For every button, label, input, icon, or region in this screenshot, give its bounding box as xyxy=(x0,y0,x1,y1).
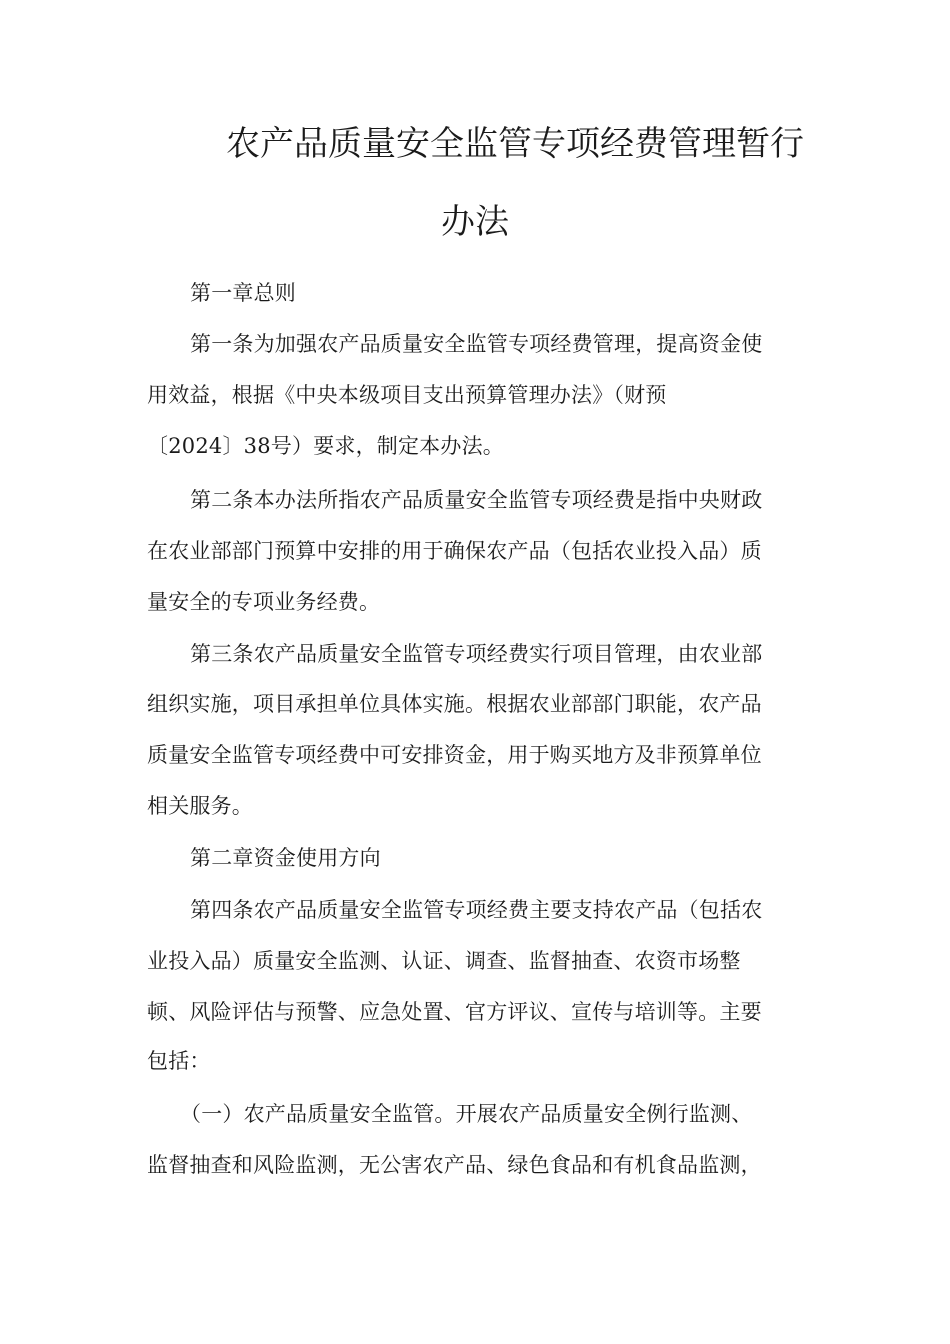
document-title-line-2: 办法 xyxy=(441,202,509,242)
article-line: 量安全的专项业务经费。 xyxy=(147,590,381,614)
article-line: 第二条本办法所指农产品质量安全监管专项经费是指中央财政 xyxy=(190,488,763,512)
article-line: 用效益，根据《中央本级项目支出预算管理办法》（财预 xyxy=(147,383,667,407)
article-line: 质量安全监管专项经费中可安排资金，用于购买地方及非预算单位 xyxy=(147,743,762,767)
article-line: 包括： xyxy=(147,1049,211,1073)
document-title-line-1: 农产品质量安全监管专项经费管理暂行 xyxy=(226,124,804,164)
article-line: 业投入品）质量安全监测、认证、调查、监督抽查、农资市场整 xyxy=(147,949,741,973)
article-line: 第三条农产品质量安全监管专项经费实行项目管理，由农业部 xyxy=(190,642,763,666)
chapter-heading: 第一章总则 xyxy=(190,281,296,305)
article-line: 监督抽查和风险监测，无公害农产品、绿色食品和有机食品监测， xyxy=(147,1153,762,1177)
article-line: 组织实施，项目承担单位具体实施。根据农业部部门职能，农产品 xyxy=(147,692,762,716)
article-line: 〔2024〕38号）要求，制定本办法。 xyxy=(147,434,504,458)
article-line: （一）农产品质量安全监管。开展农产品质量安全例行监测、 xyxy=(180,1102,753,1126)
article-line: 相关服务。 xyxy=(147,794,253,818)
article-line: 顿、风险评估与预警、应急处置、官方评议、宣传与培训等。主要 xyxy=(147,1000,762,1024)
article-line: 第四条农产品质量安全监管专项经费主要支持农产品（包括农 xyxy=(190,898,763,922)
chapter-heading: 第二章资金使用方向 xyxy=(190,846,381,870)
article-line: 第一条为加强农产品质量安全监管专项经费管理，提高资金使 xyxy=(190,332,763,356)
article-line: 在农业部部门预算中安排的用于确保农产品（包括农业投入品）质 xyxy=(147,539,762,563)
